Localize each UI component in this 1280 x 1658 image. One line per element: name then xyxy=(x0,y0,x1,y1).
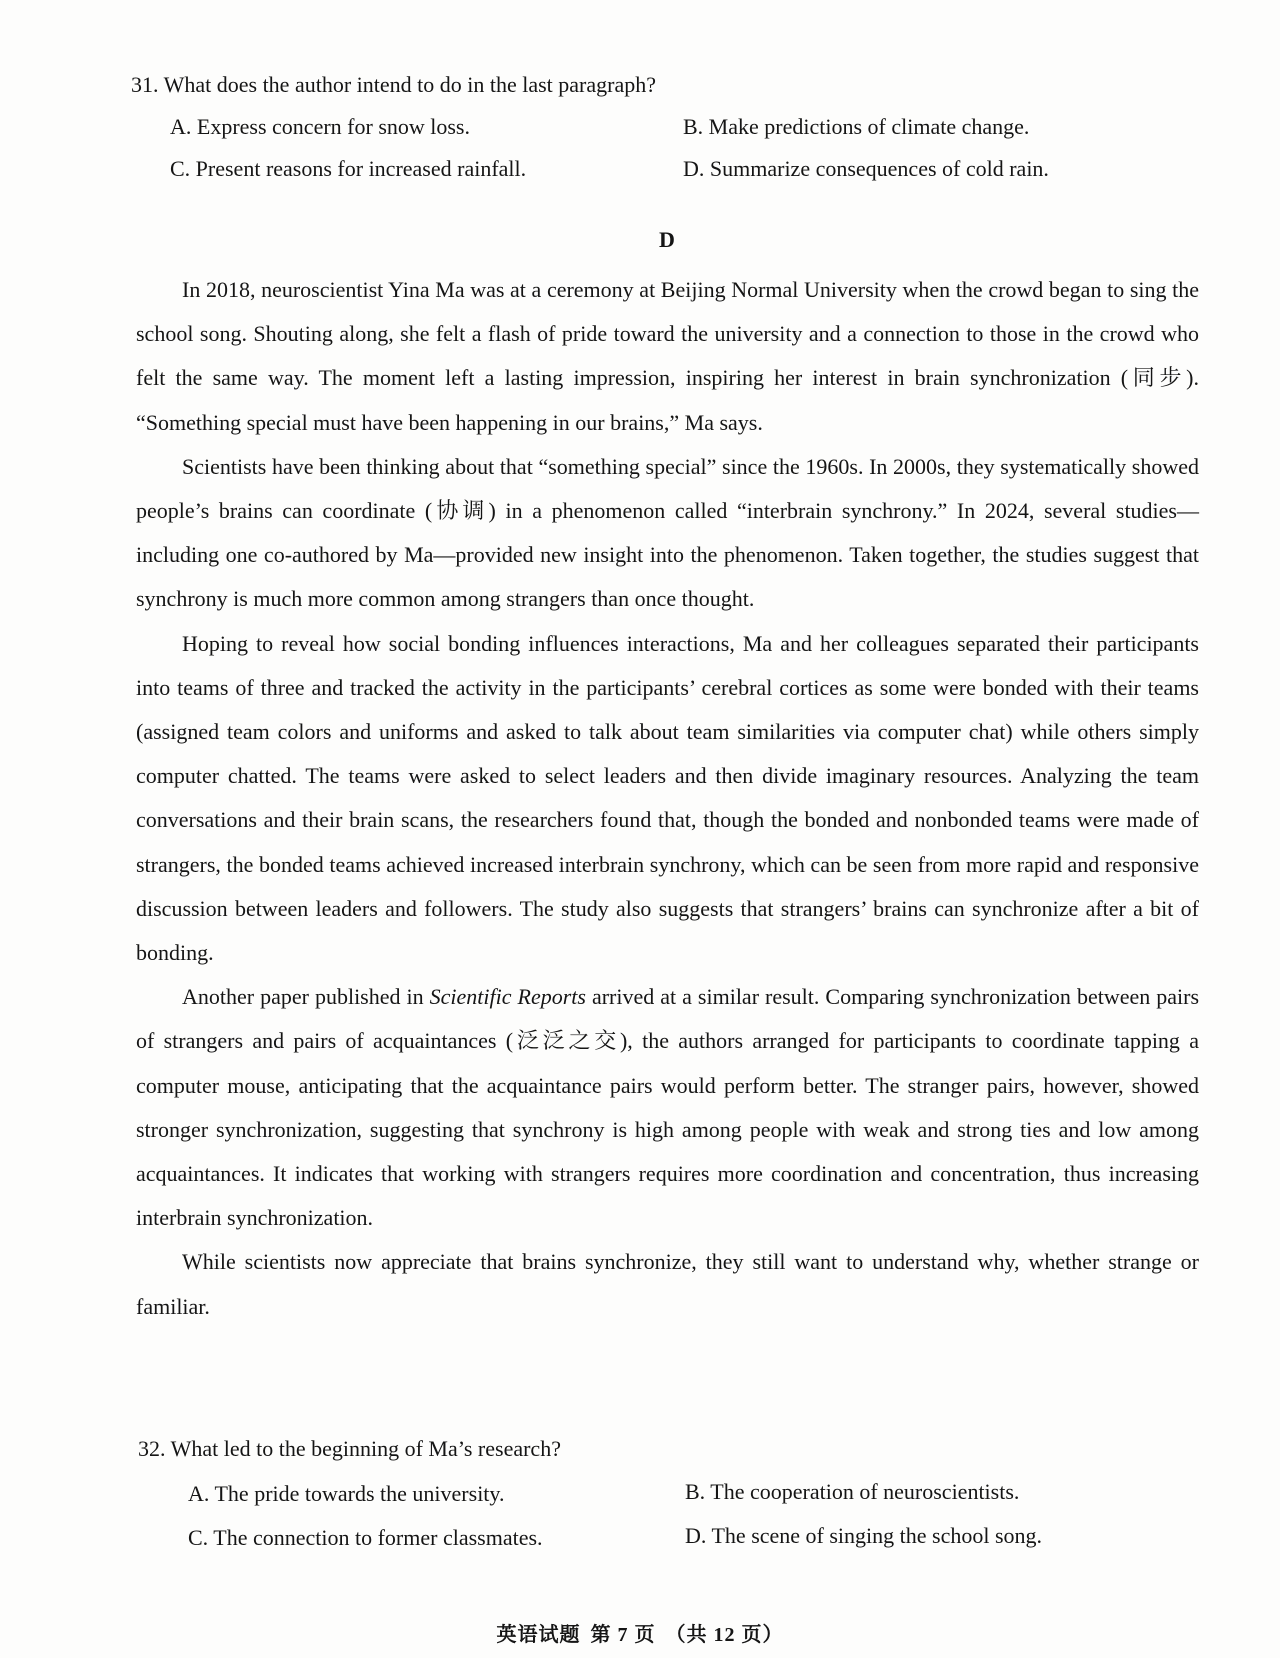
question-32-option-b: B. The cooperation of neuroscientists. xyxy=(685,1479,1020,1504)
footer-page-number: 第 7 页 xyxy=(590,1624,656,1646)
footer-total-pages: （共 12 页） xyxy=(665,1624,784,1646)
question-32-stem: 32. What led to the beginning of Ma’s research? xyxy=(138,1436,561,1461)
section-letter: D xyxy=(659,227,675,252)
question-31-option-d: D. Summarize consequences of cold rain. xyxy=(683,156,1049,181)
passage-paragraph-1: In 2018, neuroscientist Yina Ma was at a ceremony at Beijing Normal University when the crowd began to sing the school song. Shouting along, she felt a flash of pride toward the university and a connection to those in the crowd who felt the same way. The moment left a lasting impression, inspiring her interest in brain synchronization (同步). “Something special must have been happening in our brains,” Ma says. xyxy=(136,277,1199,435)
question-32-option-c: C. The connection to former classmates. xyxy=(188,1525,543,1550)
reading-passage xyxy=(136,268,1199,1329)
journal-title: Scientific Reports xyxy=(429,984,586,1010)
passage-paragraph-5: While scientists now appreciate that brains synchronize, they still want to understand why, whether strange or familiar. xyxy=(136,1249,1199,1319)
passage-paragraph-3: Hoping to reveal how social bonding influences interactions, Ma and her colleagues separated their participants into teams of three and tracked the activity in the participants’ cerebral cortices as some were bonded with their teams (assigned team colors and uniforms and asked to talk about team similarities via computer chat) while others simply computer chatted. The teams were asked to select leaders and then divide imaginary resources. Analyzing the team conversations and their brain scans, the researchers found that, though the bonded and nonbonded teams were made of strangers, the bonded teams achieved increased interbrain synchrony, which can be seen from more rapid and responsive discussion between leaders and followers. The study also suggests that strangers’ brains can synchronize after a bit of bonding. xyxy=(136,630,1199,966)
passage-paragraph-2: Scientists have been thinking about that “something special” since the 1960s. In 2000s, they systematically showed people’s brains can coordinate (协调) in a phenomenon called “interbrain synchrony.” In 2024, several studies—including one co-authored by Ma—provided new insight into the phenomenon. Taken together, the studies suggest that synchrony is much more common among strangers than once thought. xyxy=(136,453,1199,612)
paragraph-4-body: arrived at a similar result. Comparing synchronization between pairs of strangers and pairs of acquaintances (泛泛之交), the authors arranged for participants to coordinate tapping a computer mouse, anticipating that the acquaintance pairs would perform better. The stranger pairs, however, showed stronger synchronization, suggesting that synchrony is high among people with weak and strong ties and low among acquaintances. It indicates that working with strangers requires more coordination and concentration, thus increasing interbrain synchronization. xyxy=(136,984,1200,1231)
page-footer xyxy=(0,1622,1280,1648)
question-31-option-a: A. Express concern for snow loss. xyxy=(170,114,470,139)
footer-subject: 英语试题 xyxy=(496,1624,581,1646)
question-32-option-d: D. The scene of singing the school song. xyxy=(685,1523,1043,1548)
question-32-option-a: A. The pride towards the university. xyxy=(188,1481,505,1506)
question-31-option-b: B. Make predictions of climate change. xyxy=(683,114,1030,139)
question-31-stem: 31. What does the author intend to do in the last paragraph? xyxy=(131,72,657,97)
paragraph-4-intro: Another paper published in xyxy=(182,984,430,1010)
question-31-option-c: C. Present reasons for increased rainfall. xyxy=(170,156,527,181)
passage-paragraph-4 xyxy=(136,975,1199,1240)
